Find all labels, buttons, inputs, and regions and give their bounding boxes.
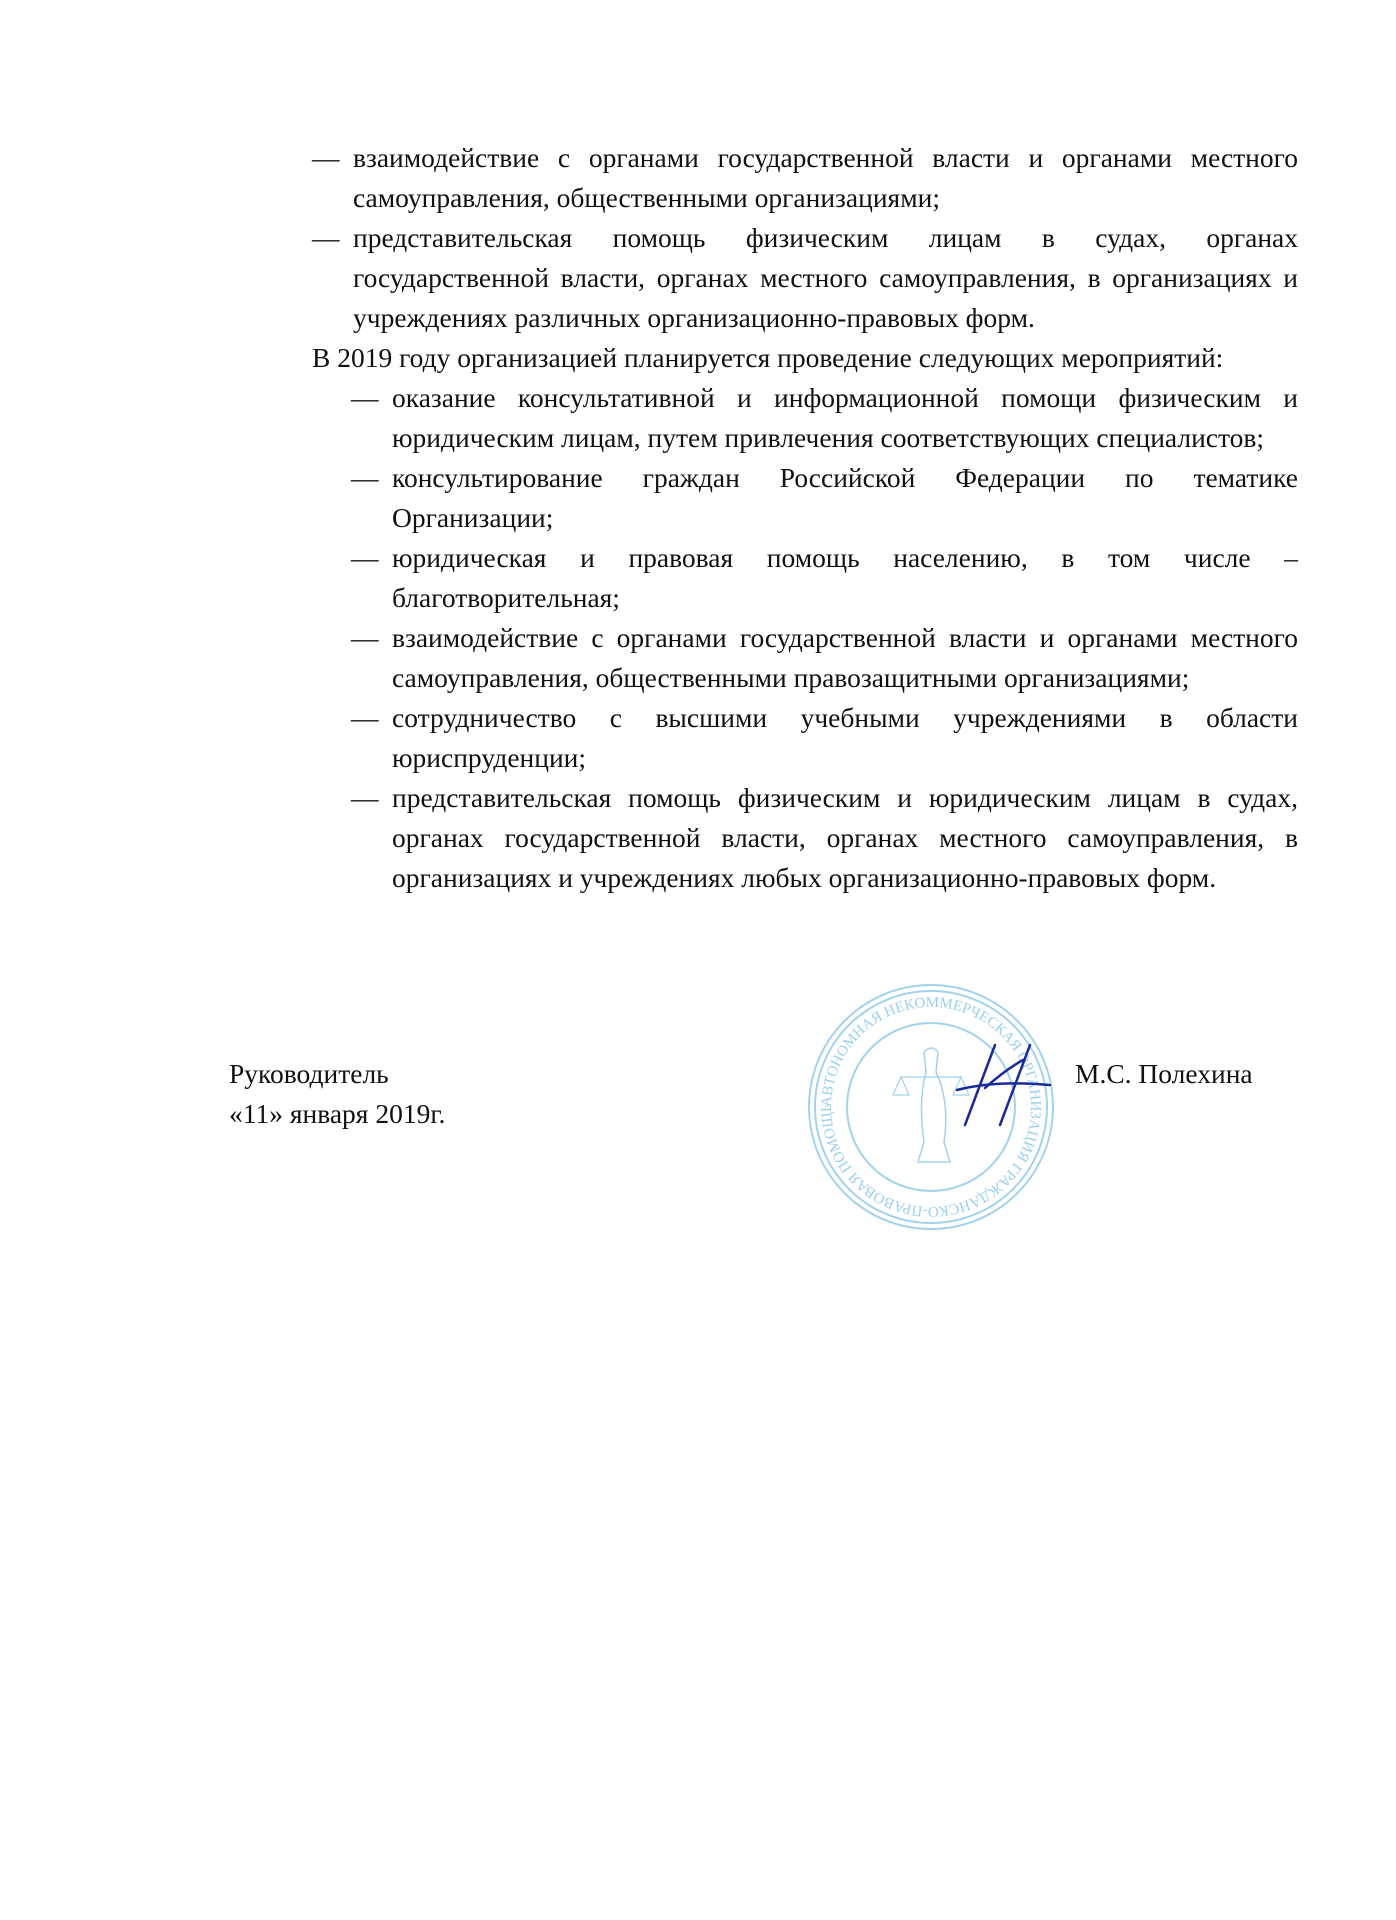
signatory-position: Руководитель (229, 1058, 389, 1089)
list-item: — консультирование граждан Российской Федерации по тематике Организации; (312, 458, 1298, 538)
intro-paragraph: В 2019 году организацией планируется проведение следующих мероприятий: (312, 342, 1224, 373)
list-item: — взаимодействие с органами государственной власти и органами местного самоуправления, общественными правозащитными организациями; (312, 618, 1298, 698)
dash-bullet: — (351, 382, 379, 413)
dash-bullet: — (351, 462, 379, 493)
dash-bullet: — (351, 542, 379, 573)
list-item: — сотрудничество с высшими учебными учреждениями в области юриспруденции; (312, 698, 1298, 778)
list-item: — представительская помощь физическим и юридическим лицам в судах, органах государственной власти, органах местного самоуправления, в организациях и учреждениях любых организационно-правовых форм. (312, 778, 1298, 898)
document-body (312, 138, 1298, 898)
svg-text:АВТОНОМНАЯ НЕКОММЕРЧЕСКАЯ ОРГА: АВТОНОМНАЯ НЕКОММЕРЧЕСКАЯ ОРГАНИЗАЦИЯ ГРАЖДАНСКО-ПРАВОВАЯ ПОМОЩЬ (818, 994, 1044, 1220)
signatory-name: М.С. Полехина (1075, 1058, 1253, 1089)
dash-bullet: — (351, 782, 379, 813)
dash-bullet: — (351, 702, 379, 733)
list-item: — юридическая и правовая помощь населению, в том числе – благотворительная; (312, 538, 1298, 618)
list-item: — представительская помощь физическим лицам в судах, органах государственной власти, органах местного самоуправления, в организациях и учреждениях различных организационно-правовых форм. (312, 218, 1298, 338)
dash-bullet: — (351, 622, 379, 653)
handwritten-signature (955, 1040, 1055, 1130)
list-item: — взаимодействие с органами государственной власти и органами местного самоуправления, общественными организациями; (312, 138, 1298, 218)
list-item: — оказание консультативной и информационной помощи физическим и юридическим лицам, путем привлечения соответствующих специалистов; (312, 378, 1298, 458)
dash-bullet: — (312, 222, 340, 253)
signature-date: «11» января 2019г. (229, 1098, 446, 1129)
dash-bullet: — (312, 142, 340, 173)
